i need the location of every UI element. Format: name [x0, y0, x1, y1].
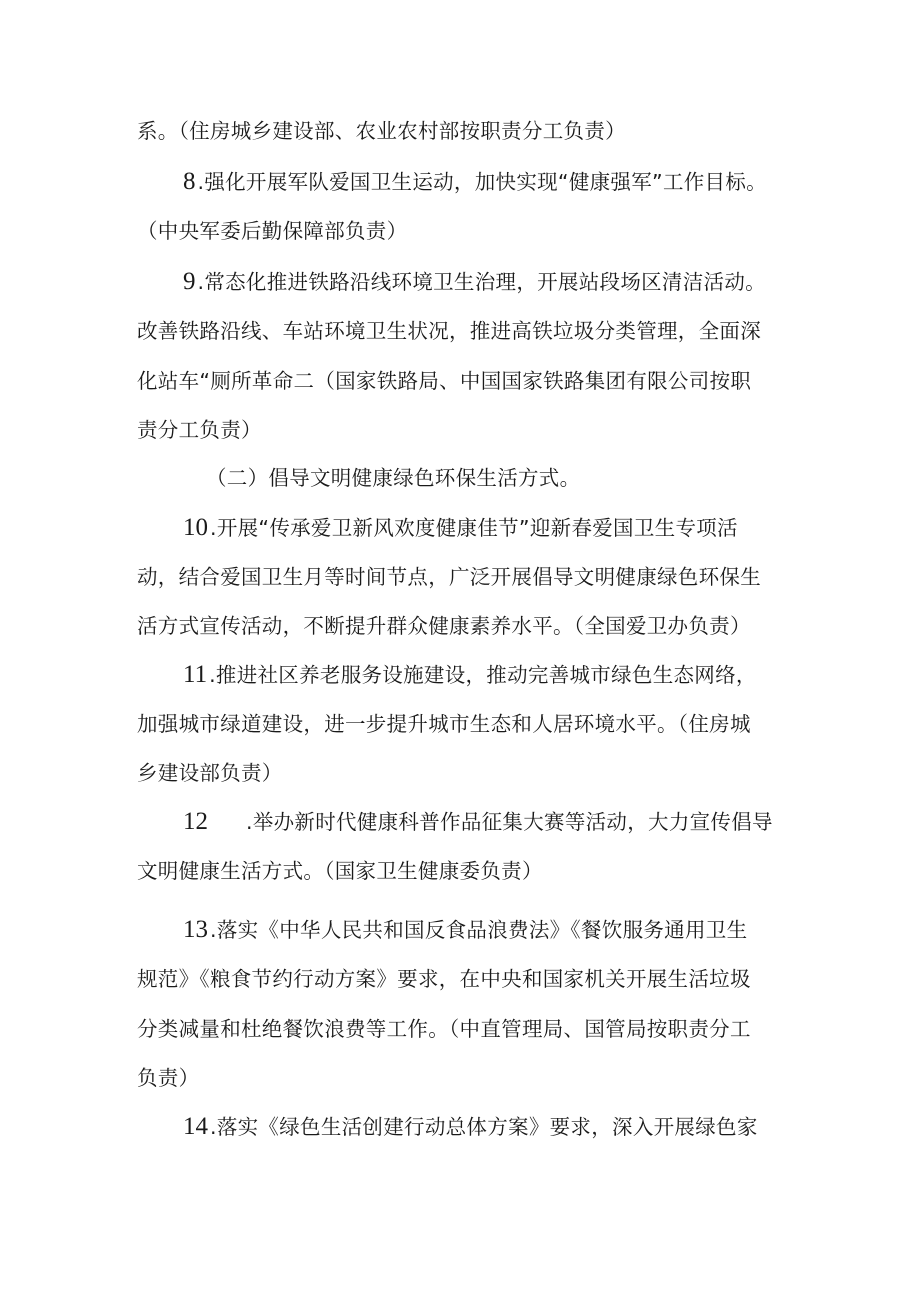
- text-line: 加强城市绿道建设，进一步提升城市生态和人居环境水平。（住房城: [137, 712, 751, 736]
- text-line: .开展“传承爱卫新风欢度健康佳节”迎新春爱国卫生专项活: [210, 516, 738, 540]
- text-line: .常态化推进铁路沿线环境卫生治理，开展站段场区清洁活动。: [197, 270, 766, 294]
- text-line: 乡建设部负责）: [137, 761, 283, 785]
- text-line: .推进社区养老服务设施建设，推动完善城市绿色生态网络，: [209, 663, 757, 687]
- numbered-item-line: [183, 514, 738, 542]
- item-number: 11: [183, 661, 208, 688]
- text-line: （中央军委后勤保障部负责）: [137, 219, 408, 243]
- section-heading: （二）倡导文明健康绿色环保生活方式。: [206, 466, 581, 490]
- item-number: 9: [183, 268, 196, 295]
- text-line: 动，结合爱国卫生月等时间节点，广泛开展倡导文明健康绿色环保生: [137, 565, 761, 589]
- text-line: .强化开展军队爱国卫生运动，加快实现“健康强军”工作目标。: [197, 170, 767, 194]
- text-line: .落实《中华人民共和国反食品浪费法》《餐饮服务通用卫生: [210, 918, 748, 942]
- item-number: 13: [183, 916, 208, 943]
- text-line: 文明健康生活方式。（国家卫生健康委负责）: [137, 859, 543, 883]
- numbered-item-line: [183, 1113, 758, 1141]
- text-line: 规范》《粮食节约行动方案》要求，在中央和国家机关开展生活垃圾: [137, 967, 751, 991]
- text-line: 改善铁路沿线、车站环境卫生状况，推进高铁垃圾分类管理，全面深: [137, 319, 761, 343]
- text-line: 活方式宣传活动，不断提升群众健康素养水平。（全国爱卫办负责）: [137, 614, 751, 638]
- text-line: 化站车“厕所革命二（国家铁路局、中国国家铁路集团有限公司按职: [137, 369, 752, 393]
- item-number: 10: [183, 514, 208, 541]
- numbered-item-line: [183, 268, 766, 296]
- text-line: 负责）: [137, 1066, 200, 1090]
- numbered-item-line: [183, 661, 757, 689]
- numbered-item-line: [183, 808, 773, 836]
- numbered-item-line: [183, 916, 747, 944]
- text-line: 责分工负责）: [137, 418, 262, 442]
- item-number: 12: [183, 808, 208, 835]
- text-line: .举办新时代健康科普作品征集大赛等活动，大力宣传倡导: [246, 810, 773, 834]
- item-number: 14: [183, 1113, 208, 1140]
- text-line: .落实《绿色生活创建行动总体方案》要求，深入开展绿色家: [210, 1115, 758, 1139]
- numbered-item-line: [183, 168, 767, 196]
- item-number: 8: [183, 168, 196, 195]
- text-line: 系。（住房城乡建设部、农业农村部按职责分工负责）: [137, 119, 626, 143]
- text-line: 分类减量和杜绝餐饮浪费等工作。（中直管理局、国管局按职责分工: [137, 1017, 751, 1041]
